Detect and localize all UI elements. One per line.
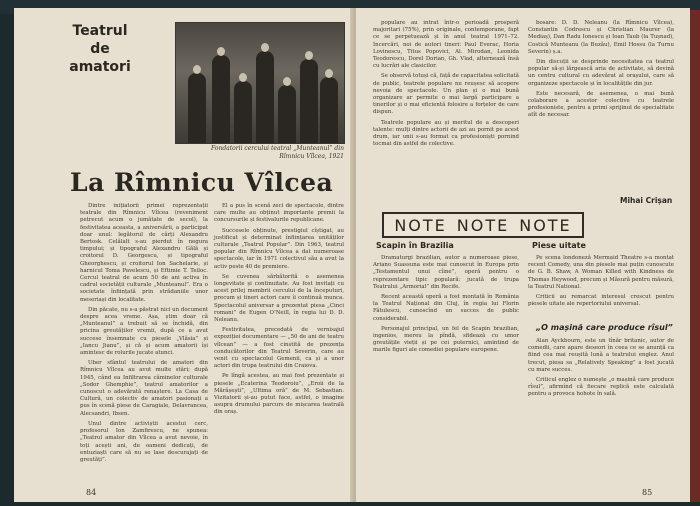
paragraph: Alan Ayckbourn, este un tînăr britanic, autor de comedii, care apare deseori în ceea ce se anunță ca fiind cea mai reușită lună a teatrului englez. Anul trecut, piesa sa „Relatively Speaking” a fost jucată cu mare succes.	[528, 338, 674, 373]
paragraph: Din discuții se desprinde necesitatea ca teatrul popular să-și lărgească aria de activitate, să devină un centru cultural cu adevărat al orașului, care să organizeze spectacole și în localitățile din jur.	[528, 59, 674, 87]
note-banner	[382, 212, 584, 238]
section-title-masina: „O mașină care produce rîsul”	[536, 323, 673, 332]
article-title: La Rîmnicu Vîlcea	[70, 168, 334, 197]
section-text-scapin	[373, 255, 519, 358]
book-cover-edge	[690, 10, 700, 502]
paragraph: populare au intrat într-o perioadă prosperă majoritari (75%), prin originale, contemporane, fapt ce se perpetuează și în anul teatral 1971–72. Incercări, noi de autori tineri: Paul Everac, Horia Lovinescu, Titus Popovici, Al. Mirodan, Leonida Teodorescu, Dorel Dorian, Gh. Vlad, alternează însă cu lucrări ale clasicilor.	[373, 20, 519, 70]
paragraph: El a pus în scenă zeci de spectacole, dintre care multe au obținut importante premii la concursurile și festivalurile republicane.	[214, 203, 344, 224]
paragraph: Dramaturgi brazilian, autor a numeroase piese, Ariano Suassuna este mai cunoscut în Europa prin „Testamentul unui cîine”, operă pentru o reprezentare tipic populară: jucată de trupa Teatrului „Armorial” din Recife.	[373, 255, 519, 290]
paragraph: Festivitatea, precedată de vernisajul expoziției documentare — „50 de ani de teatru vîlcean” — a fost cinstită de prezența conducătorilor din Teatrul Severin, care au venit cu spectacolul Gemenii, ca și a unor actori din trupa teatrului din Craiova.	[214, 327, 344, 370]
paragraph: Unul dintre activiștii acestui cerc, profesorul Ion Zamfirescu, ne spunea: „Teatrul amator din Vîlcea a avut nevoie, în toți acești ani, de oameni dedicați, de entuziaști care să nu se lase descurajați de greutăți”.	[80, 420, 208, 463]
paragraph: Este necesară, de asemenea, o mai bună colaborare a acestor colective cu teatrele profesioniste, pentru a primi sprijinul de specialitate atît de necesar.	[528, 90, 674, 119]
paragraph: Teatrele populare au și meritul de a descoperi talente: mulți dintre actorii de azi au pornit pe acest drum, iar unii s-au format ca profesioniști pornind tocmai din astfel de colective.	[373, 119, 519, 148]
paragraph: bosare: D. D. Neleanu (la Rîmnicu Vîlcea), Constantin Codrescu și Christian Maurer (la Mediaș), Dan Radu Ionescu și Ioan Taub (la Tușnad), Costică Munteanu (la Buzău), Emil Hossu (la Turnu Severin) ș.a.	[528, 20, 674, 55]
paragraph: Criticii au remarcat interesul crescut pentru piesele uitate ale repertoriului universal.	[528, 294, 674, 308]
section-title-scapin: Scapin în Brazilia	[376, 241, 454, 250]
section-text-masina	[528, 338, 674, 402]
paragraph: Criticul englez o numește „o mașină care produce rîsul”, afirmînd că fiecare replică este calculată pentru a provoca hohote în sală.	[528, 377, 674, 398]
note-word: NOTE	[519, 215, 572, 235]
paragraph: Uber sfântul teatrului de amatori din Rîmnicu Vîlcea au avut multe stări; după 1945, când ea Infiltrarea căminelor culturale „Sodor Ghemphie”, teatrul amatorilor a cunoscut o adevărată renaștere. La Casa de Cultură, un colectiv de amatori pasionați a pus în scenă piese de Caragiale, Delavrancea, Alecsandri, Ibsen.	[80, 360, 208, 417]
paragraph: Succesele obținute, prestigiul cîștigat, au justificat și determinat înființarea unităților culturale „Teatrul Popular”. Din 1963, teatrul popular din Rîmnicu Vîlcea a dat numeroase spectacole, iar în 1971 colectivul său a avut la activ peste 40 de premiere.	[214, 227, 344, 270]
left-column-1	[80, 203, 208, 467]
paragraph: Se observă totuși că, față de capacitatea solicitată de public, teatrele populare nu reușesc să acopere nevoia de spectacole. Un plan și o mai bună organizare ar permite o mai largă participare a tinerilor și o mai eficientă folosire a forțelor de care dispun.	[373, 73, 519, 116]
photo-caption: Fondatorii cercului teatral „Munteanul” din Rîmnicu Vîlcea, 1921	[211, 145, 344, 160]
right-top-column-1	[373, 20, 519, 151]
kicker-line: amatori	[69, 59, 131, 75]
left-column-2	[214, 203, 344, 420]
kicker-line: Teatrul	[72, 23, 128, 39]
page-number-right: 85	[642, 488, 653, 497]
paragraph: Personajul principal, un fel de Scapin brazilian, ingenios, mereu la pîndă, sfidează cu umor greutățile vieții și pe cei puternici, amintind de marile figuri ale comediei populare europene.	[373, 325, 519, 354]
kicker-line: de	[90, 41, 110, 57]
paragraph: Din păcate, nu s-a păstrat nici un document despre acea vreme. Așa, știm doar că „Munteanul” a trebuit să se închidă, din pricina greutăților vremii, după ce a avut succese însemnate cu piesele „Vlăsia” și „Iancu Jianu”, și că și acum amatorii își amintesc de rolurile jucate atunci.	[80, 306, 208, 357]
paragraph: Dintre inițiatorii primei reprezentații teatrale din Rîmnicu Vîlcea (reveniment petrecut acum o jumătate de secol), la festivitatea aceasta, a aniversării, a participat doar unul: legătorul de cărți Alexandru Bertosk. Celălalt s-au pierdut în negura timpului; și tipograful Alexandru Gălă și croitorul D. Georgescu, și tipograful Gheorghescu, și croitorul Ion Sachelarie, și harnicul Toma Pavelescu, și Eftimie T. Teiloc. Cercul teatral de acum 50 de ani activa în cadrul societății culturale „Munteanul”. Era o societate înființată prin strădaniile unor meseriași din localitate.	[80, 203, 208, 303]
section-title-piese: Piese uitate	[532, 241, 586, 250]
paragraph: Pe scena londoneză Mermaid Theatre s-a montat recent Comedy, una din piesele mai puțin cunoscute de G. B. Shaw, A Woman Killed with Kindness de Thomas Heywood, precum și Măsură pentru măsură, la Teatrul National.	[528, 255, 674, 290]
paragraph: Se cuvenea sărbătorită o asemenea longevitate și continuitate. Au fost invitați cu acest prilej membrii cercului de la începuturi, precum și tineri actori care îi continuă munca. Spectacolul aniversar a prezentat piesa „Cinci romani” de Eugen O’Neill, în regia lui D. D. Neleanu.	[214, 273, 344, 324]
paragraph: Recent această operă a fost montată în România la Teatrul Național din Cluj, în regia lui Florin Fătulescu, cunoscînd un succes de public considerabil.	[373, 294, 519, 322]
section-kicker	[40, 22, 160, 76]
page-number-left: 84	[86, 488, 97, 497]
paragraph: Pe lîngă acestea, au mai fost prezentate și piesele „Ecaterina Teodoroiu”, „Eroii de la Mărășești”, „Ultima oră” de M. Sebastian. Vizitatorii și-au putut face, astfel, o imagine asupra drumului parcurs de mișcarea teatrală din oraș.	[214, 373, 344, 416]
right-top-column-2	[528, 20, 674, 186]
author-signature: Mihai Crișan	[620, 196, 673, 205]
note-word: NOTE	[456, 215, 510, 235]
historical-photo	[175, 22, 345, 144]
section-text-piese	[528, 255, 674, 311]
note-word: NOTE	[394, 215, 447, 235]
